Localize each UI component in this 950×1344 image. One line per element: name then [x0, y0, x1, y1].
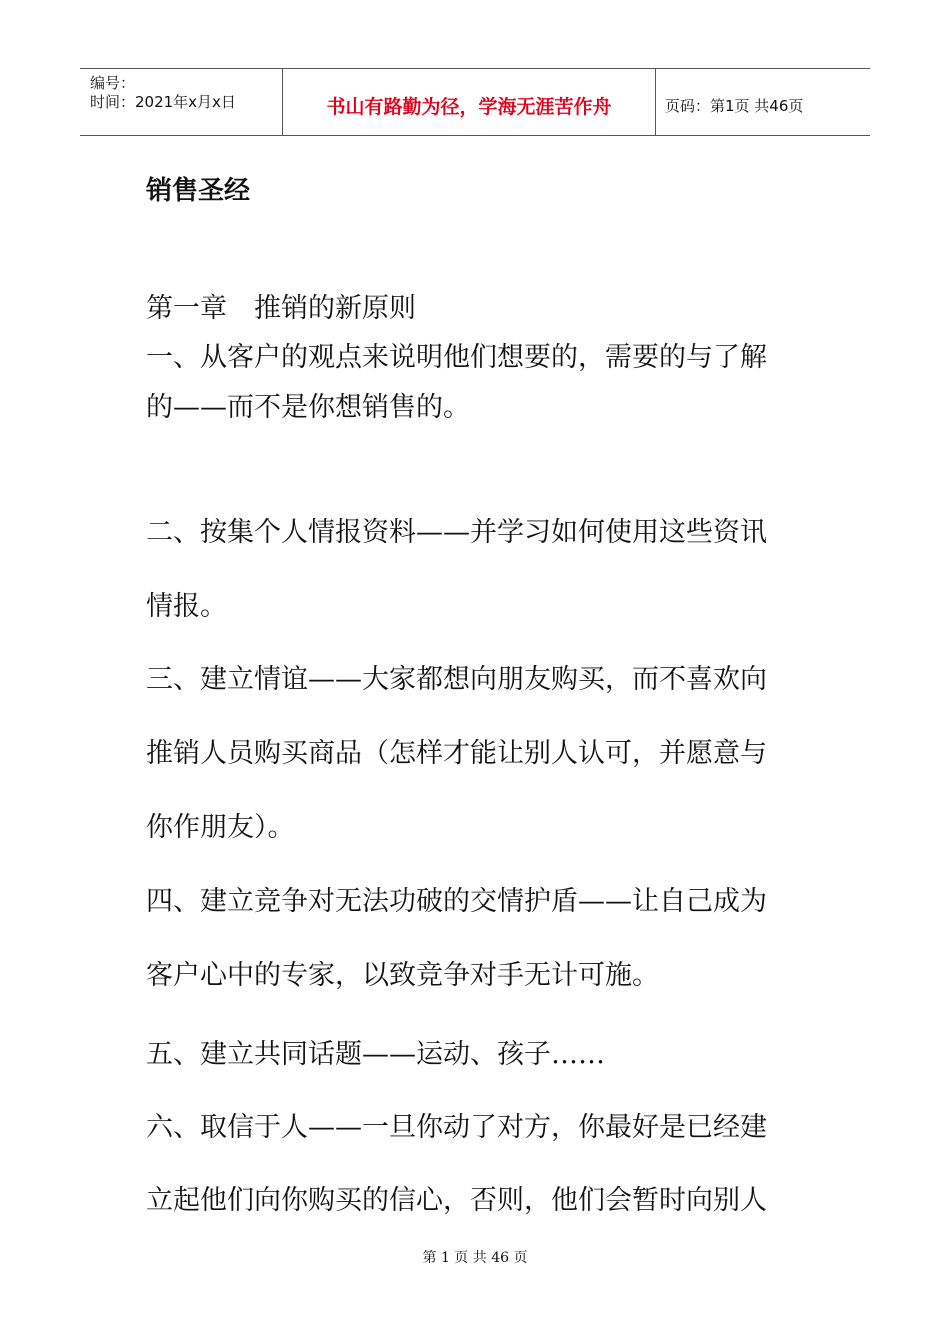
paragraph-line: 推销人员购买商品（怎样才能让别人认可，并愿意与 — [146, 738, 767, 769]
paragraph-line: 六、取信于人——一旦你动了对方，你最好是已经建 — [146, 1112, 767, 1143]
paragraph-line: 一、从客户的观点来说明他们想要的，需要的与了解 — [146, 342, 767, 373]
paragraph-line: 四、建立竞争对无法功破的交情护盾——让自己成为 — [146, 886, 767, 917]
paragraph-line: 立起他们向你购买的信心，否则，他们会暂时向别人 — [146, 1185, 767, 1216]
time-label: 时间：2021年x月x日 — [90, 93, 236, 111]
header-motto: 书山有路勤为径，学海无涯苦作舟 — [326, 96, 612, 118]
paragraph-line: 你作朋友）。 — [146, 812, 295, 843]
number-label: 编号： — [90, 74, 136, 92]
paragraph-line: 五、建立共同话题——运动、孩子…… — [146, 1039, 605, 1070]
paragraph-line: 情报。 — [146, 591, 227, 622]
header-bottom-rule — [80, 135, 870, 136]
header-divider-right — [655, 68, 656, 136]
paragraph-line: 客户心中的专家，以致竞争对手无计可施。 — [146, 960, 659, 991]
document-title: 销售圣经 — [146, 176, 251, 206]
header-top-rule — [80, 68, 870, 69]
paragraph-line: 三、建立情谊——大家都想向朋友购买，而不喜欢向 — [146, 664, 767, 695]
chapter-heading: 第一章 推销的新原则 — [146, 293, 416, 324]
page-footer: 第 1 页 共 46 页 — [422, 1250, 528, 1266]
page-code: 页码：第1页 共46页 — [665, 97, 804, 115]
paragraph-line: 的——而不是你想销售的。 — [146, 392, 470, 423]
paragraph-line: 二、按集个人情报资料——并学习如何使用这些资讯 — [146, 517, 767, 548]
